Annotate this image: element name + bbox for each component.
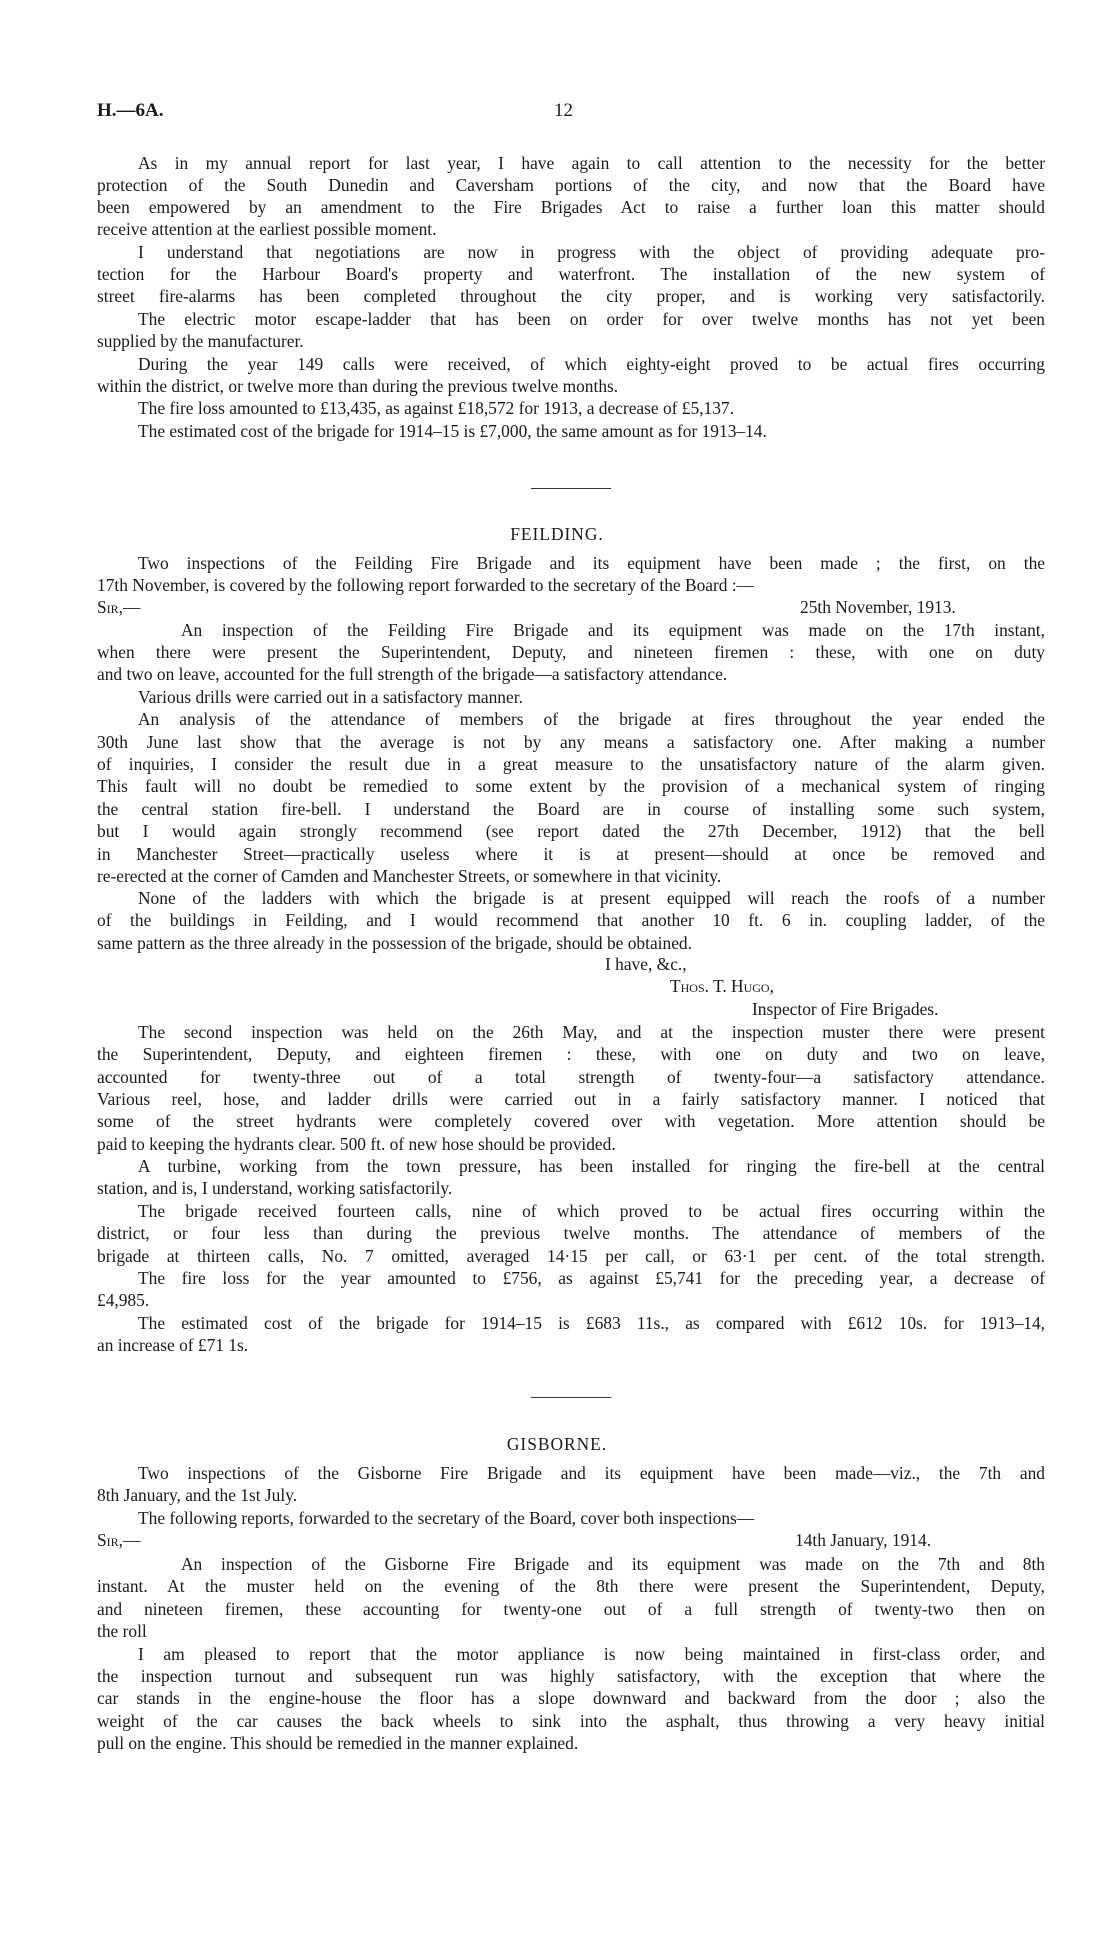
paragraph-line: I am pleased to report that the motor appliance is now being maintained in first-class order, and (138, 1644, 1045, 1664)
paragraph-line: The estimated cost of the brigade for 1914–15 is £7,000, the same amount as for 1913–14. (138, 421, 767, 441)
paragraph-line: 8th January, and the 1st July. (97, 1485, 298, 1505)
paragraph-line: supplied by the manufacturer. (97, 331, 304, 351)
paragraph-line: I understand that negotiations are now in progress with the object of providing adequate pro- (138, 242, 1045, 262)
signature: Thos. T. Hugo, (670, 976, 774, 996)
paragraph-line: The estimated cost of the brigade for 1914–15 is £683 11s., as compared with £612 10s. for 1913–14, (138, 1313, 1045, 1333)
paragraph-line: The following reports, forwarded to the secretary of the Board, cover both inspections— (138, 1508, 755, 1528)
paragraph-line: The second inspection was held on the 26th May, and at the inspection muster there were present (138, 1022, 1045, 1042)
paragraph-line: the inspection turnout and subsequent run was highly satisfactory, with the exception that where the (97, 1666, 1045, 1686)
signature-title: Inspector of Fire Brigades. (752, 999, 939, 1019)
paragraph-line: street fire-alarms has been completed throughout the city proper, and is working very satisfactorily. (97, 286, 1045, 306)
paragraph-line: During the year 149 calls were received, of which eighty-eight proved to be actual fires occurring (138, 354, 1045, 374)
paragraph-line: accounted for twenty-three out of a total strength of twenty-four—a satisfactory attendance. (97, 1067, 1045, 1087)
salutation: Sir,— (97, 597, 141, 617)
paragraph-line: Two inspections of the Gisborne Fire Brigade and its equipment have been made—viz., the 7th and (138, 1463, 1045, 1483)
paragraph-line: an increase of £71 1s. (97, 1335, 249, 1355)
paragraph-line: The electric motor escape-ladder that has been on order for over twelve months has not yet been (138, 309, 1045, 329)
paragraph-line: station, and is, I understand, working satisfactorily. (97, 1178, 453, 1198)
section-divider (531, 1397, 611, 1398)
paragraph-line: car stands in the engine-house the floor has a slope downward and backward from the door ; also the (97, 1688, 1045, 1708)
section-heading-gisborne: GISBORNE. (506, 1434, 608, 1454)
paragraph-line: the roll (97, 1621, 147, 1641)
salutation: Sir,— (97, 1530, 141, 1550)
paragraph-line: some of the street hydrants were completely covered over with vegetation. More attention should be (97, 1111, 1045, 1131)
paragraph-line: receive attention at the earliest possible moment. (97, 219, 437, 239)
paragraph-line: The fire loss for the year amounted to £756, as against £5,741 for the preceding year, a decrease of (138, 1268, 1045, 1288)
paragraph-line: paid to keeping the hydrants clear. 500 ft. of new hose should be provided. (97, 1134, 616, 1154)
paragraph-line: when there were present the Superintendent, Deputy, and nineteen firemen : these, with one on duty (97, 642, 1045, 662)
paragraph-line: £4,985. (97, 1290, 150, 1310)
paragraph-line: protection of the South Dunedin and Caversham portions of the city, and now that the Board have (97, 175, 1045, 195)
paragraph-line: the central station fire-bell. I understand the Board are in course of installing some such system, (97, 799, 1045, 819)
page-number: 12 (554, 100, 573, 121)
paragraph-line: None of the ladders with which the brigade is at present equipped will reach the roofs of a number (138, 888, 1045, 908)
paragraph-line: brigade at thirteen calls, No. 7 omitted, averaged 14·15 per call, or 63·1 per cent. of the total strength. (97, 1246, 1045, 1266)
paragraph-line: An analysis of the attendance of members of the brigade at fires throughout the year ended the (138, 709, 1045, 729)
paragraph-line: in Manchester Street—practically useless where it is at present—should at once be removed and (97, 844, 1045, 864)
paragraph-line: but I would again strongly recommend (see report dated the 27th December, 1912) that the bell (97, 821, 1045, 841)
paragraph-line: same pattern as the three already in the possession of the brigade, should be obtained. (97, 933, 692, 953)
paragraph-line: This fault will no doubt be remedied to some extent by the provision of a mechanical system of ringing (97, 776, 1045, 796)
report-date: 14th January, 1914. (795, 1530, 932, 1550)
paragraph-line: Various drills were carried out in a satisfactory manner. (138, 687, 523, 707)
paragraph-line: As in my annual report for last year, I have again to call attention to the necessity for the better (138, 153, 1045, 173)
paragraph-line: and two on leave, accounted for the full strength of the brigade—a satisfactory attendance. (97, 664, 728, 684)
paragraph-line: instant. At the muster held on the evening of the 8th there were present the Superintendent, Deputy, (97, 1576, 1045, 1596)
paragraph-line: Two inspections of the Feilding Fire Brigade and its equipment have been made ; the first, on the (138, 553, 1045, 573)
paragraph-line: tection for the Harbour Board's property and waterfront. The installation of the new system of (97, 264, 1045, 284)
paragraph-line: re-erected at the corner of Camden and Manchester Streets, or somewhere in that vicinity. (97, 866, 722, 886)
paragraph-line: A turbine, working from the town pressure, has been installed for ringing the fire-bell at the central (138, 1156, 1045, 1176)
section-heading-feilding: FEILDING. (510, 524, 604, 544)
closing-line: I have, &c., (605, 954, 687, 974)
paragraph-line: within the district, or twelve more than during the previous twelve months. (97, 376, 619, 396)
paragraph-line: The brigade received fourteen calls, nine of which proved to be actual fires occurring within the (138, 1201, 1045, 1221)
paragraph-line: The fire loss amounted to £13,435, as against £18,572 for 1913, a decrease of £5,137. (138, 398, 734, 418)
paragraph-line: of the buildings in Feilding, and I would recommend that another 10 ft. 6 in. coupling ladder, of the (97, 910, 1045, 930)
paragraph-line: pull on the engine. This should be remedied in the manner explained. (97, 1733, 579, 1753)
paragraph-line: Various reel, hose, and ladder drills were carried out in a fairly satisfactory manner. I noticed that (97, 1089, 1045, 1109)
paragraph-line: of inquiries, I consider the result due in a great measure to the unsatisfactory nature of the alarm given. (97, 754, 1045, 774)
paragraph-line: district, or four less than during the previous twelve months. The attendance of members of the (97, 1223, 1045, 1243)
paragraph-line: and nineteen firemen, these accounting for twenty-one out of a full strength of twenty-two then on (97, 1599, 1045, 1619)
paragraph-line: weight of the car causes the back wheels to sink into the asphalt, thus throwing a very heavy initial (97, 1711, 1045, 1731)
paragraph-line: 17th November, is covered by the following report forwarded to the secretary of the Board :— (97, 575, 755, 595)
section-divider (531, 488, 611, 489)
paragraph-line: An inspection of the Feilding Fire Brigade and its equipment was made on the 17th instant, (181, 620, 1045, 640)
page-reference: H.—6A. (97, 100, 164, 121)
paragraph-line: the Superintendent, Deputy, and eighteen firemen : these, with one on duty and two on leave, (97, 1044, 1045, 1064)
paragraph-line: been empowered by an amendment to the Fire Brigades Act to raise a further loan this matter should (97, 197, 1045, 217)
paragraph-line: 30th June last show that the average is not by any means a satisfactory one. After making a number (97, 732, 1045, 752)
report-date: 25th November, 1913. (800, 597, 956, 617)
paragraph-line: An inspection of the Gisborne Fire Brigade and its equipment was made on the 7th and 8th (181, 1554, 1045, 1574)
